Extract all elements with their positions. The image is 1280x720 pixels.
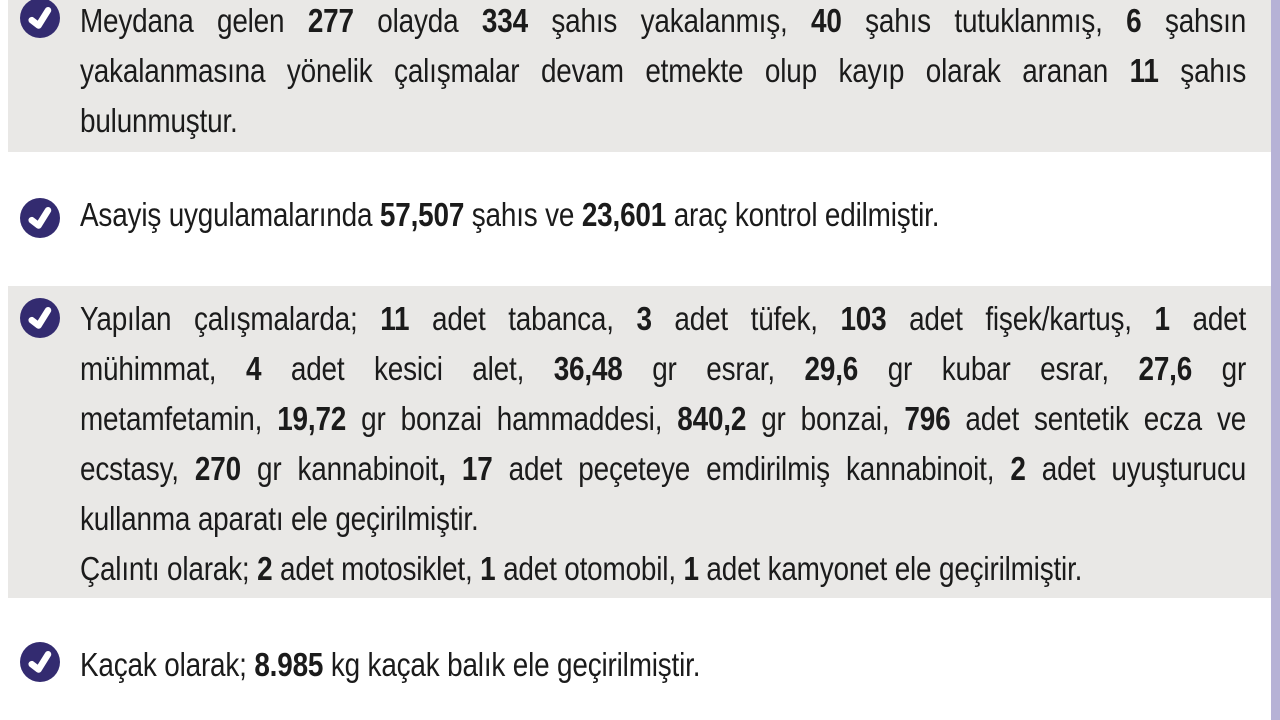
text-run: adet uyuşturucu xyxy=(1025,450,1247,487)
text-run: mühimmat, xyxy=(80,350,246,387)
text-run: adet fişek/kartuş, xyxy=(886,300,1155,337)
stat-value: 840,2 xyxy=(677,400,747,437)
text-line xyxy=(80,344,1246,394)
stat-value: 11 xyxy=(1129,52,1159,89)
check-icon xyxy=(20,198,60,238)
text-line xyxy=(80,544,1246,594)
text-run: olayda xyxy=(353,2,482,39)
text-run: adet sentetik ecza ve xyxy=(950,400,1247,437)
text-run: gr kannabinoit xyxy=(240,450,439,487)
stat-value: 40 xyxy=(811,2,842,39)
check-icon xyxy=(20,0,60,38)
stat-value: , xyxy=(438,450,446,487)
stat-value: 796 xyxy=(904,400,951,437)
text-run: metamfetamin, xyxy=(80,400,278,437)
stat-value: 29,6 xyxy=(804,350,859,387)
stat-value: 270 xyxy=(194,450,241,487)
text-line xyxy=(80,640,1246,690)
text-run: kullanma aparatı ele geçirilmiştir. xyxy=(80,500,479,537)
stat-value: 17 xyxy=(461,450,493,487)
text-run: şahıs yakalanmış, xyxy=(527,2,812,39)
text-run: adet otomobil, xyxy=(495,550,684,587)
text-run: şahsın xyxy=(1141,2,1247,39)
stat-value: 1 xyxy=(683,550,699,587)
text-run: bulunmuştur. xyxy=(80,102,238,139)
text-run xyxy=(446,450,462,487)
stat-value: 36,48 xyxy=(553,350,623,387)
text-line xyxy=(80,494,1246,544)
text-run: ecstasy, xyxy=(80,450,195,487)
text-line xyxy=(80,96,1246,146)
text-line xyxy=(80,294,1246,344)
text-run: adet kesici alet, xyxy=(261,350,554,387)
text-line xyxy=(80,444,1246,494)
text-run: kg kaçak balık ele geçirilmiştir. xyxy=(323,646,701,683)
text-run: Çalıntı olarak; xyxy=(80,550,258,587)
text-run: gr bonzai hammaddesi, xyxy=(346,400,678,437)
text-run: adet tüfek, xyxy=(651,300,841,337)
text-line xyxy=(80,0,1246,46)
stat-value: 19,72 xyxy=(277,400,347,437)
text-run: yakalanmasına yönelik çalışmalar devam etmekte olup kayıp olarak aranan xyxy=(80,52,1130,89)
stat-value: 1 xyxy=(1154,300,1170,337)
stat-value: 334 xyxy=(481,2,528,39)
section-seizures xyxy=(8,286,1271,598)
text-line xyxy=(80,394,1246,444)
text-run: gr xyxy=(1192,350,1247,387)
stat-value: 3 xyxy=(636,300,652,337)
stat-value: 11 xyxy=(380,300,410,337)
text-run: şahıs tutuklanmış, xyxy=(841,2,1127,39)
text-run: araç kontrol edilmiştir. xyxy=(666,196,940,233)
stat-value: 57,507 xyxy=(379,196,465,233)
stat-value: 2 xyxy=(257,550,273,587)
stat-value: 27,6 xyxy=(1138,350,1193,387)
section-text xyxy=(80,294,1246,594)
text-run: adet kamyonet ele geçirilmiştir. xyxy=(698,550,1083,587)
right-accent-stripe xyxy=(1271,0,1280,720)
stat-value: 103 xyxy=(840,300,887,337)
text-run: adet peçeteye emdirilmiş kannabinoit, xyxy=(492,450,1011,487)
text-run: gr esrar, xyxy=(622,350,805,387)
text-run: Yapılan çalışmalarda; xyxy=(80,300,381,337)
text-run: adet tabanca, xyxy=(409,300,637,337)
text-line xyxy=(80,190,1246,240)
check-icon xyxy=(20,298,60,338)
section-text xyxy=(80,190,1246,240)
stat-value: 4 xyxy=(245,350,262,387)
text-run: adet motosiklet, xyxy=(272,550,481,587)
text-line xyxy=(80,46,1246,96)
text-run: şahıs ve xyxy=(464,196,582,233)
stat-value: 277 xyxy=(307,2,354,39)
text-run: gr bonzai, xyxy=(746,400,905,437)
check-icon xyxy=(20,642,60,682)
section-asayis-checks xyxy=(8,152,1271,286)
text-run: adet xyxy=(1169,300,1247,337)
text-run: Meydana gelen xyxy=(80,2,308,39)
text-run: şahıs xyxy=(1158,52,1247,89)
section-text xyxy=(80,640,1246,690)
section-incidents-summary xyxy=(8,0,1271,152)
stat-value: 1 xyxy=(480,550,496,587)
section-smuggling xyxy=(8,598,1271,720)
text-run: Asayiş uygulamalarında xyxy=(80,196,380,233)
text-run: gr kubar esrar, xyxy=(858,350,1139,387)
section-text xyxy=(80,0,1246,146)
stat-value: 8.985 xyxy=(254,646,324,683)
stat-value: 6 xyxy=(1126,2,1142,39)
text-run: Kaçak olarak; xyxy=(80,646,255,683)
stat-value: 2 xyxy=(1010,450,1026,487)
stat-value: 23,601 xyxy=(581,196,667,233)
